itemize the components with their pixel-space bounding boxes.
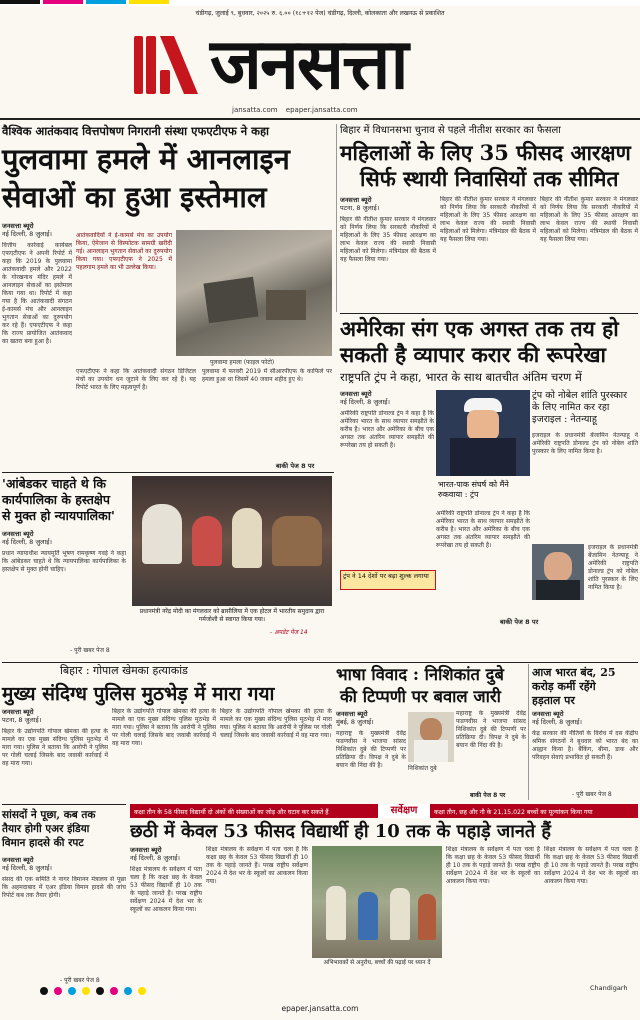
trump-box-text: ट्रंप ने 14 देशों पर बढ़ा शुल्क लगाया xyxy=(343,572,429,580)
nobel-body: इजराइल के प्रधानमंत्री बेंजामिन नेतन्याहू ने अमेरिकी राष्ट्रपति डोनाल्ड ट्रंप को नोबेल शांति पुरस्कार के लिए नामित किया है। xyxy=(532,432,638,455)
bihar-body-2: बिहार की नीतीश कुमार सरकार ने मंगलवार को निर्णय लिया कि सरकारी नौकरियों में महिलाओं के लिए 35 फीसद आरक्षण का लाभ केवल राज्य की स्थायी निवासी महिलाओं को मिलेगा। मंत्रिमंडल की बैठक में यह फैसला लिया गया। xyxy=(440,196,536,243)
footer-regmarks xyxy=(0,986,640,996)
bandh-page[interactable]: - पूरी खबर पेज 8 xyxy=(572,791,612,798)
students-caption: अभिभावकों से अनुरोध, बच्चों की पढ़ाई पर ध्यान दें xyxy=(323,960,431,966)
aircrash-headline-1: सांसदों ने पूछा, कब तक xyxy=(2,809,96,821)
dateline: चंडीगढ़, जुलाई ९, बुधवार, २०२५ रु. ६.०० (१८+१२ पेज) चंडीगढ़, दिल्ली, कोलकाता और लखनऊ से प्रकाशित xyxy=(195,10,445,17)
dubey-photo xyxy=(408,712,454,762)
police-headline: मुख्य संदिग्ध पुलिस मुठभेड़ में मारा गया xyxy=(2,683,275,705)
ambedkar-body: प्रधान न्यायाधीश न्यायमूर्ति भूषण रामकृष्ण गवई ने कहा कि आंबेडकर चाहते थे कि न्यायपालिका कार्यपालिका के हस्तक्षेप से मुक्त होनी चाहिए। xyxy=(2,550,126,573)
usa-body-2: अमेरिकी राष्ट्रपति डोनाल्ड ट्रंप ने कहा है कि अमेरिका भारत के साथ व्यापार समझौते के करीब है। भारत और अमेरिका के बीच एक अगस्त तक अंतरिम व्यापार समझौते की रूपरेखा तय हो सकती है। xyxy=(436,510,530,549)
section-rule-2 xyxy=(2,472,334,473)
survey-body-4: शिक्षा मंत्रालय के सर्वेक्षण में पता चला है कि कक्षा छह के केवल 53 फीसद विद्यार्थी ही 10 तक के पहाड़े जानते हैं। परख राष्ट्रीय सर्वेक्षण 2024 में देश भर के स्कूलों का आकलन किया गया। xyxy=(544,846,638,885)
masthead-rule xyxy=(0,118,640,120)
story1-headline-2: सेवाओं का हुआ इस्तेमाल xyxy=(2,180,267,214)
bandh-body: केंद्र सरकार की नीतियों के विरोध में दस केंद्रीय श्रमिक संगठनों ने बुधवार को भारत बंद का आह्वान किया है। बैंकिंग, बीमा, डाक और परिवहन सेवाएं प्रभावित हो सकती हैं। xyxy=(532,730,638,761)
bihar-headline-2: सिर्फ स्थायी निवासियों तक सीमित xyxy=(360,166,619,191)
bihar-kicker: बिहार में विधानसभा चुनाव से पहले नीतीश सरकार का फैसला xyxy=(340,125,561,136)
police-place: पटना, 8 जुलाई। xyxy=(2,716,42,724)
aircrash-page[interactable]: - पूरी खबर पेज 8 xyxy=(60,977,100,984)
language-headline-2: की टिप्पणी पर बवाल जारी xyxy=(340,687,501,706)
story1-col4: पुलवामा में फरवरी 2019 में सीआरपीएफ के काफिले पर हमला हुआ था जिसमें 40 जवान शहीद हुए थे। xyxy=(202,368,332,383)
bihar-headline-1: महिलाओं के लिए 35 फीसद आरक्षण xyxy=(340,140,631,165)
ambedkar-quote-1: 'आंबेडकर चाहते थे कि xyxy=(2,476,106,491)
bihar-byline: जनसत्ता ब्यूरो xyxy=(340,196,372,204)
logo: जनसत्ता xyxy=(210,22,407,105)
pulwama-photo xyxy=(176,230,332,356)
survey-byline: जनसत्ता ब्यूरो xyxy=(130,846,162,854)
survey-body-2: शिक्षा मंत्रालय के सर्वेक्षण में पता चला है कि कक्षा छह के केवल 53 फीसद विद्यार्थी ही 10 तक के पहाड़े जानते हैं। परख राष्ट्रीय सर्वेक्षण 2024 में देश भर के स्कूलों का आकलन किया गया। xyxy=(206,846,308,885)
section-rule-4 xyxy=(2,804,126,805)
ambedkar-quote xyxy=(2,476,130,524)
bandh-headline-2: करोड़ कर्मी रहेंगे xyxy=(532,680,596,693)
aircrash-headline-3: विमान हादसे की रपट xyxy=(2,837,84,849)
modi-caption: प्रधानमंत्री नरेंद्र मोदी का मंगलवार को ब्रासीलिया में एक होटल में भारतीय समुदाय द्वारा गर्मजोशी से स्वागत किया गया। xyxy=(139,608,325,623)
ambedkar-page[interactable]: - पूरी खबर पेज 8 xyxy=(70,647,110,654)
language-body: महाराष्ट्र के मुख्यमंत्री देवेंद्र फडणवीस ने भाजपा सांसद निशिकांत दुबे की टिप्पणी पर प्रतिक्रिया दी। विपक्ष ने दुबे के बयान की निंदा की है। xyxy=(336,730,406,769)
bandh-headline xyxy=(532,666,638,708)
story1-kicker: वैश्विक आतंकवाद वित्तपोषण निगरानी संस्था एफएटीएफ ने कहा xyxy=(2,124,270,138)
usa-headline-1: अमेरिका संग एक अगस्त तक तय हो xyxy=(340,316,619,341)
students-photo xyxy=(312,846,442,958)
trump-caption: भारत-पाक संघर्ष को मैंने रुकवाया : ट्रंप xyxy=(438,480,509,499)
survey-body-3: शिक्षा मंत्रालय के सर्वेक्षण में पता चला है कि कक्षा छह के केवल 53 फीसद विद्यार्थी ही 10 तक के पहाड़े जानते हैं। परख राष्ट्रीय सर्वेक्षण 2024 में देश भर के स्कूलों का आकलन किया गया। xyxy=(446,846,540,885)
police-body-3: बिहार के उद्योगपति गोपाल खेमका की हत्या के मामले का एक मुख्य संदिग्ध पुलिस मुठभेड़ में मारा गया। पुलिस ने बताया कि आरोपी ने पुलिस पर गोली चलाई जिसके बाद जवाबी कार्रवाई में वह मारा गया। xyxy=(220,708,332,739)
police-body-1: बिहार के उद्योगपति गोपाल खेमका की हत्या के मामले का एक मुख्य संदिग्ध पुलिस मुठभेड़ में मारा गया। पुलिस ने बताया कि आरोपी ने पुलिस पर गोली चलाई जिसके बाद जवाबी कार्रवाई में वह मारा गया। xyxy=(2,728,108,767)
section-rule-3 xyxy=(2,662,638,663)
modi-credit: - अपडेट पेज 14 xyxy=(270,629,308,636)
usa-byline: जनसत्ता ब्यूरो xyxy=(340,390,372,398)
survey-place: नई दिल्ली, 8 जुलाई। xyxy=(130,854,180,862)
bandh-headline-3: हड़ताल पर xyxy=(532,694,575,707)
column-divider xyxy=(336,124,337,312)
usa-continue[interactable]: बाकी पेज 8 पर xyxy=(500,618,539,626)
story1-headline-1: पुलवामा हमले में आनलाइन xyxy=(2,142,290,176)
nobel-body-2: इजराइल के प्रधानमंत्री बेंजामिन नेतन्याहू ने अमेरिकी राष्ट्रपति डोनाल्ड ट्रंप को नोबेल शांति पुरस्कार के लिए नामित किया है। xyxy=(588,544,638,591)
story1-continue[interactable]: बाकी पेज 8 पर xyxy=(276,462,315,470)
story1-sidebar: आतंकवादियों ने ई-कामर्स मंच का उपयोग किया, ऐमेजान से विस्फोटक सामग्री खरीदी गई। आनलाइन भुगतान सेवाओं का दुरुपयोग किया गया। एफएटीएफ ने 2025 में पहलगाम हमले का भी उल्लेख किया। xyxy=(76,232,172,271)
dubey-caption: निशिकांत दुबे xyxy=(408,765,437,772)
pulwama-caption: पुलवामा हमला (फाइल फोटो) xyxy=(210,359,275,366)
survey-label: सर्वेक्षण xyxy=(378,804,430,818)
website-link[interactable]: jansatta.com xyxy=(232,106,278,114)
trump-photo xyxy=(436,390,530,476)
logo-emblem xyxy=(132,30,202,100)
aircrash-byline: जनसत्ता ब्यूरो xyxy=(2,856,34,864)
police-byline: जनसत्ता ब्यूरो xyxy=(2,708,34,716)
aircrash-place: नई दिल्ली, 8 जुलाई। xyxy=(2,864,52,872)
modi-photo xyxy=(132,476,332,606)
aircrash-body: संसद की एक समिति ने नागर विमानन मंत्रालय से पूछा कि अहमदाबाद में एअर इंडिया विमान हादसे की जांच रिपोर्ट कब तक तैयार होगी। xyxy=(2,876,126,899)
ambedkar-quote-2: कार्यपालिका के हस्तक्षेप xyxy=(2,492,110,507)
police-body-2: बिहार के उद्योगपति गोपाल खेमका की हत्या के मामले का एक मुख्य संदिग्ध पुलिस मुठभेड़ में मारा गया। पुलिस ने बताया कि आरोपी ने पुलिस पर गोली चलाई जिसके बाद जवाबी कार्रवाई में वह मारा गया। xyxy=(112,708,216,747)
epaper-link[interactable]: epaper.jansatta.com xyxy=(285,106,358,114)
language-place: मुंबई, 8 जुलाई। xyxy=(336,718,374,726)
survey-headline: छठी में केवल 53 फीसद विद्यार्थी ही 10 तक के पहाड़े जानते हैं xyxy=(130,821,551,842)
section-rule-1 xyxy=(340,313,638,314)
nobel-headline-1: ट्रंप को नोबेल शांति पुरस्कार xyxy=(532,390,628,401)
trump-box xyxy=(340,570,436,590)
usa-headline-2: सकती है व्यापार करार की रूपरेखा xyxy=(340,342,606,367)
nobel-headline-3: इजराइल : नेतन्याहू xyxy=(532,414,597,425)
usa-body: अमेरिकी राष्ट्रपति डोनाल्ड ट्रंप ने कहा है कि अमेरिका भारत के साथ व्यापार समझौते के करीब है। भारत और अमेरिका के बीच एक अगस्त तक अंतरिम व्यापार समझौते की रूपरेखा तय हो सकती है। xyxy=(340,410,434,449)
ambedkar-byline: जनसत्ता ब्यूरो xyxy=(2,530,34,538)
nobel-headline-2: के लिए नामित कर रहा xyxy=(532,402,610,413)
survey-strap-left: कक्षा तीन के 58 फीसद विद्यार्थी दो अंकों की संख्याओं का जोड़ और घटाव कर सकते हैं xyxy=(134,808,329,816)
usa-subhead: राष्ट्रपति ट्रंप ने कहा, भारत के साथ बातचीत अंतिम चरण में xyxy=(340,370,582,384)
bihar-body-1: बिहार की नीतीश कुमार सरकार ने मंगलवार को निर्णय लिया कि सरकारी नौकरियों में महिलाओं के लिए 35 फीसद आरक्षण का लाभ केवल राज्य की स्थायी निवासी महिलाओं को मिलेगा। मंत्रिमंडल की बैठक में यह फैसला लिया गया। xyxy=(340,216,436,263)
nobel-headline xyxy=(532,390,638,426)
ambedkar-quote-3: से मुक्त हो न्यायपालिका' xyxy=(2,508,115,523)
police-kicker: बिहार : गोपाल खेमका हत्याकांड xyxy=(60,664,188,677)
survey-body-1: शिक्षा मंत्रालय के सर्वेक्षण में पता चला है कि कक्षा छह के केवल 53 फीसद विद्यार्थी ही 10 तक के पहाड़े जानते हैं। परख राष्ट्रीय सर्वेक्षण 2024 में देश भर के स्कूलों का आकलन किया गया। xyxy=(130,866,202,913)
aircrash-headline xyxy=(2,808,126,850)
ambedkar-place: नई दिल्ली, 8 जुलाई। xyxy=(2,538,52,546)
language-byline: जनसत्ता ब्यूरो xyxy=(336,710,368,718)
bandh-place: नई दिल्ली, 8 जुलाई। xyxy=(532,718,582,726)
language-body-2: महाराष्ट्र के मुख्यमंत्री देवेंद्र फडणवीस ने भाजपा सांसद निशिकांत दुबे की टिप्पणी पर प्रतिक्रिया दी। विपक्ष ने दुबे के बयान की निंदा की है। xyxy=(456,710,526,749)
footer-city: Chandigarh xyxy=(590,984,628,992)
survey-strap-right: कक्षा तीन, छह और नौ के 21,15,022 बच्चों का मूल्यांकन किया गया xyxy=(434,808,593,816)
footer-epaper[interactable]: epaper.jansatta.com xyxy=(281,1004,359,1013)
bihar-place: पटना, 8 जुलाई। xyxy=(340,204,380,212)
bihar-body-3: बिहार की नीतीश कुमार सरकार ने मंगलवार को निर्णय लिया कि सरकारी नौकरियों में महिलाओं के लिए 35 फीसद आरक्षण का लाभ केवल राज्य की स्थायी निवासी महिलाओं को मिलेगा। मंत्रिमंडल की बैठक में यह फैसला लिया गया। xyxy=(540,196,638,243)
story1-byline: जनसत्ता ब्यूरो xyxy=(2,222,34,230)
usa-place: नई दिल्ली, 8 जुलाई। xyxy=(340,398,390,406)
masthead-urls xyxy=(232,106,358,114)
story1-col3: एफएटीएफ ने कहा कि आतंकवादी संगठन डिजिटल मंचों का उपयोग धन जुटाने के लिए कर रहे हैं। यह रिपोर्ट भारत के लिए महत्वपूर्ण है। xyxy=(76,368,196,391)
story1-place: नई दिल्ली, 8 जुलाई। xyxy=(2,230,52,238)
aircrash-headline-2: तैयार होगी एअर इंडिया xyxy=(2,823,90,835)
netanyahu-photo xyxy=(532,544,584,600)
language-headline-1: भाषा विवाद : निशिकांत दुबे xyxy=(336,665,504,684)
registration-marks-top xyxy=(0,0,640,6)
language-continue[interactable]: बाकी पेज 8 पर xyxy=(470,792,506,799)
survey-strap xyxy=(130,804,638,818)
bandh-byline: जनसत्ता ब्यूरो xyxy=(532,710,564,718)
bandh-headline-1: आज भारत बंद, 25 xyxy=(532,666,616,679)
story1-body: वित्तीय कार्रवाई कार्यबल एफएटीएफ ने अपनी रिपोर्ट में कहा कि 2019 के पुलवामा आतंकवादी हमले और 2022 के गोरखनाथ मंदिर हमले में आनलाइन सेवाओं का इस्तेमाल किया गया था। रिपोर्ट में कहा गया है कि आतंकवादी संगठन ई-कामर्स मंच और आनलाइन भुगतान सेवाओं का दुरुपयोग कर रहे हैं। एफएटीएफ ने कहा कि राज्य प्रायोजित आतंकवाद का खतरा बना हुआ है। xyxy=(2,242,72,345)
